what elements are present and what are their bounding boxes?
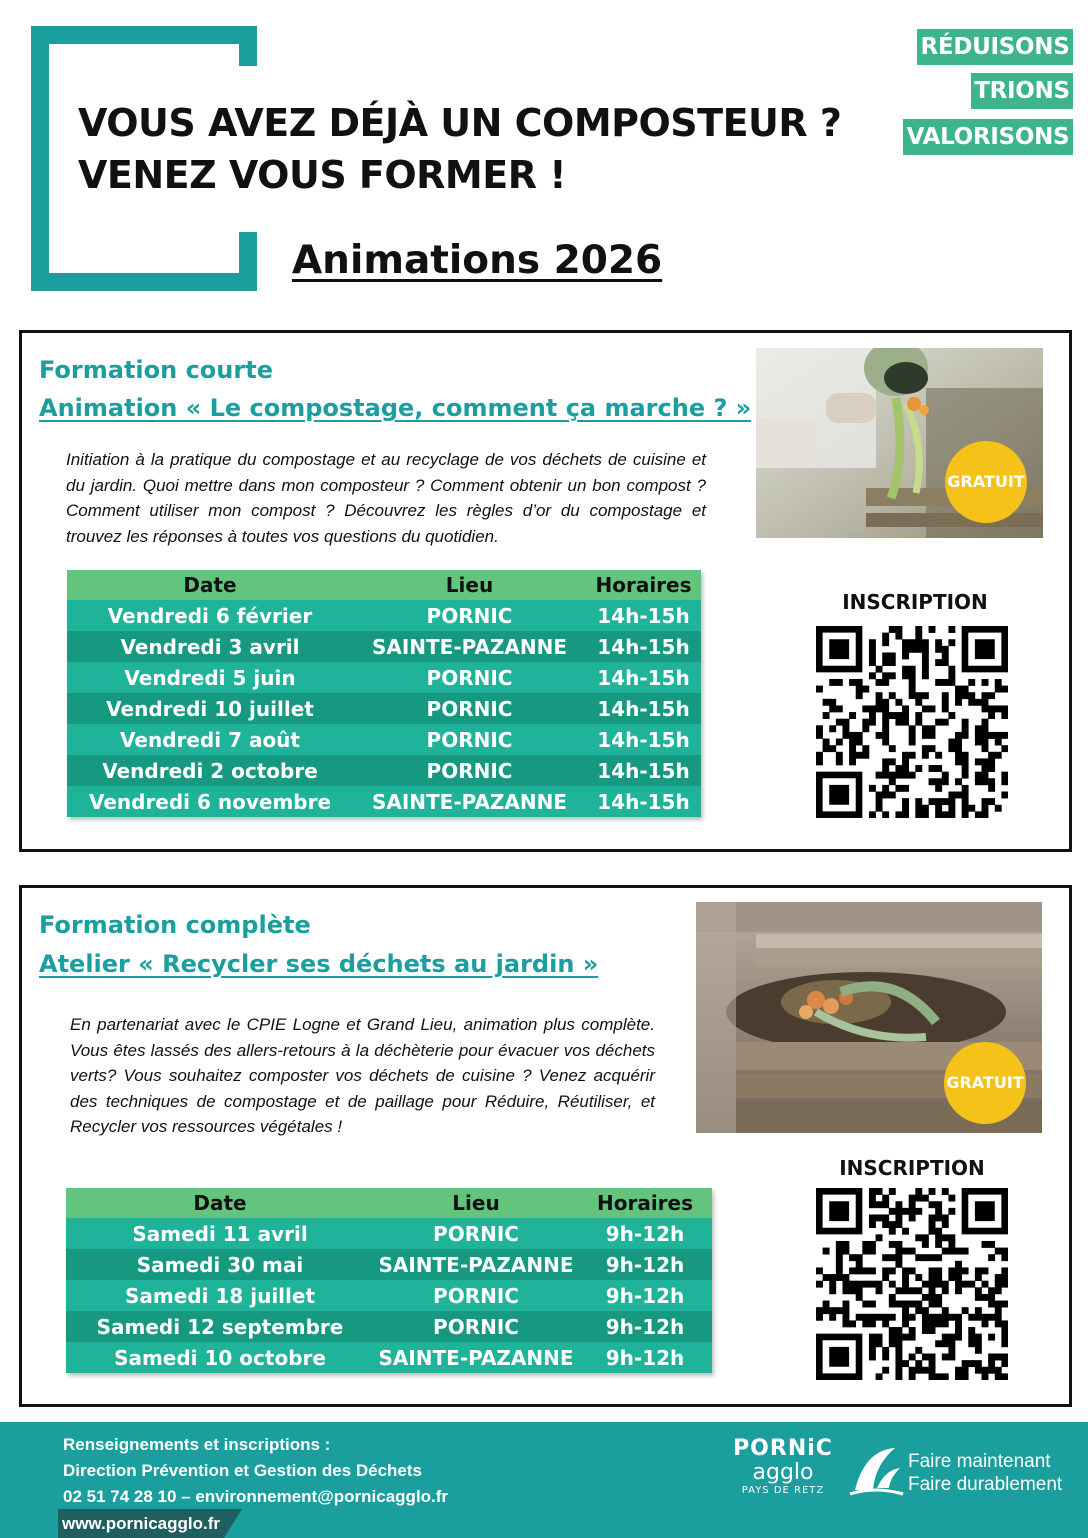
cell-date: Samedi 18 juillet <box>66 1280 374 1311</box>
column-header-lieu: Lieu <box>353 570 586 600</box>
table-row <box>67 724 701 755</box>
cell-horaires: 9h-12h <box>578 1249 712 1280</box>
cell-date: Vendredi 6 novembre <box>67 786 353 817</box>
frame-bracket-left <box>31 26 49 291</box>
table-row <box>67 693 701 724</box>
cell-date: Vendredi 3 avril <box>67 631 353 662</box>
table-row <box>66 1342 712 1373</box>
table-header-row <box>67 570 701 600</box>
table-row <box>66 1249 712 1280</box>
table-row <box>66 1280 712 1311</box>
cell-horaires: 9h-12h <box>578 1280 712 1311</box>
logo-word-agglo: agglo <box>752 1460 814 1485</box>
column-header-lieu: Lieu <box>374 1188 578 1218</box>
inscription-label-2: INSCRIPTION <box>839 1156 985 1180</box>
page-headline <box>78 97 841 201</box>
cell-date: Vendredi 5 juin <box>67 662 353 693</box>
qr-code-1-graphic <box>816 626 1008 818</box>
table-row <box>66 1218 712 1249</box>
table-header-row <box>66 1188 712 1218</box>
cell-horaires: 9h-12h <box>578 1342 712 1373</box>
cell-date: Vendredi 6 février <box>67 600 353 631</box>
frame-bracket-bottom <box>31 273 257 291</box>
qr-code-2-graphic <box>816 1188 1008 1380</box>
cell-lieu: PORNIC <box>374 1280 578 1311</box>
cell-date: Vendredi 7 août <box>67 724 353 755</box>
cell-horaires: 14h-15h <box>586 631 701 662</box>
logo-word-pornic: PORNiC <box>733 1436 833 1461</box>
slogan-reduisons: RÉDUISONS <box>917 29 1073 65</box>
column-header-horaires: Horaires <box>586 570 701 600</box>
inscription-label-1: INSCRIPTION <box>842 590 988 614</box>
schedule-table-1 <box>67 570 701 817</box>
section1-title: Formation courte <box>39 356 273 384</box>
qr-code-2[interactable] <box>816 1188 1008 1380</box>
sailboat-logo-icon <box>845 1440 905 1498</box>
cell-lieu: PORNIC <box>374 1311 578 1342</box>
table-row <box>67 631 701 662</box>
website-link[interactable]: www.pornicagglo.fr <box>58 1509 224 1538</box>
slogan-trions: TRIONS <box>971 73 1073 109</box>
qr-code-1[interactable] <box>816 626 1008 818</box>
cell-horaires: 14h-15h <box>586 600 701 631</box>
footer-department: Direction Prévention et Gestion des Déchets <box>63 1461 422 1480</box>
footer-info-label: Renseignements et inscriptions : <box>63 1435 331 1454</box>
footer-tagline <box>908 1450 1062 1496</box>
column-header-date: Date <box>66 1188 374 1218</box>
table-row <box>67 662 701 693</box>
cell-lieu: SAINTE-PAZANNE <box>353 786 586 817</box>
page-subtitle: Animations 2026 <box>292 238 663 283</box>
cell-horaires: 14h-15h <box>586 693 701 724</box>
table-row <box>67 786 701 817</box>
table-row <box>67 755 701 786</box>
cell-date: Vendredi 10 juillet <box>67 693 353 724</box>
cell-horaires: 14h-15h <box>586 786 701 817</box>
table-row <box>66 1311 712 1342</box>
section2-description: En partenariat avec le CPIE Logne et Grand Lieu, animation plus complète. Vous êtes lassés des allers-retours à la déchèterie pour évacuer vos déchets verts? Vous souhaitez composter vos déchets de cuisine ? Venez acquérir des techniques de compostage et de paillage pour Réduire, Réutiliser, et Recycler vos ressources végétales ! <box>70 1015 655 1136</box>
cell-date: Samedi 30 mai <box>66 1249 374 1280</box>
cell-date: Samedi 12 septembre <box>66 1311 374 1342</box>
cell-horaires: 9h-12h <box>578 1311 712 1342</box>
schedule-table-2 <box>66 1188 712 1373</box>
footer-phone-email[interactable]: 02 51 74 28 10 – environnement@pornicagglo.fr <box>63 1487 449 1506</box>
cell-lieu: PORNIC <box>353 600 586 631</box>
section2-title: Formation complète <box>39 911 311 939</box>
footer-contact <box>63 1432 448 1510</box>
slogan-valorisons: VALORISONS <box>903 119 1073 155</box>
headline-line-2: VENEZ VOUS FORMER ! <box>78 153 567 197</box>
free-badge-2: GRATUIT <box>944 1042 1026 1124</box>
frame-bracket-top <box>31 26 257 44</box>
section1-subtitle: Animation « Le compostage, comment ça marche ? » <box>39 394 752 422</box>
section1-description: Initiation à la pratique du compostage et au recyclage de vos déchets de cuisine et du jardin. Quoi mettre dans mon composteur ? Comment obtenir un bon compost ? Comment utiliser mon compost ? Découvrez les règles d’or du compostage et trouvez les réponses à toutes vos questions du quotidien. <box>66 450 706 546</box>
cell-date: Samedi 10 octobre <box>66 1342 374 1373</box>
cell-lieu: SAINTE-PAZANNE <box>353 631 586 662</box>
table-row <box>67 600 701 631</box>
cell-lieu: PORNIC <box>374 1218 578 1249</box>
cell-horaires: 14h-15h <box>586 724 701 755</box>
cell-horaires: 9h-12h <box>578 1218 712 1249</box>
website-tab-tail <box>224 1509 242 1538</box>
headline-line-1: VOUS AVEZ DÉJÀ UN COMPOSTEUR ? <box>78 101 842 145</box>
frame-bracket-right-bottom <box>239 232 257 291</box>
frame-bracket-right-top <box>239 26 257 66</box>
cell-lieu: PORNIC <box>353 662 586 693</box>
pornic-agglo-logo <box>728 1436 838 1498</box>
cell-horaires: 14h-15h <box>586 755 701 786</box>
cell-lieu: PORNIC <box>353 755 586 786</box>
cell-lieu: PORNIC <box>353 724 586 755</box>
free-badge-1: GRATUIT <box>945 441 1027 523</box>
cell-lieu: SAINTE-PAZANNE <box>374 1249 578 1280</box>
column-header-date: Date <box>67 570 353 600</box>
cell-lieu: PORNIC <box>353 693 586 724</box>
column-header-horaires: Horaires <box>578 1188 712 1218</box>
tagline-line-2: Faire durablement <box>908 1474 1063 1495</box>
section2-subtitle: Atelier « Recycler ses déchets au jardin » <box>39 950 599 978</box>
tagline-line-1: Faire maintenant <box>908 1451 1051 1472</box>
cell-horaires: 14h-15h <box>586 662 701 693</box>
cell-lieu: SAINTE-PAZANNE <box>374 1342 578 1373</box>
cell-date: Samedi 11 avril <box>66 1218 374 1249</box>
cell-date: Vendredi 2 octobre <box>67 755 353 786</box>
logo-word-pays-de-retz: PAYS DE RETZ <box>741 1485 825 1496</box>
